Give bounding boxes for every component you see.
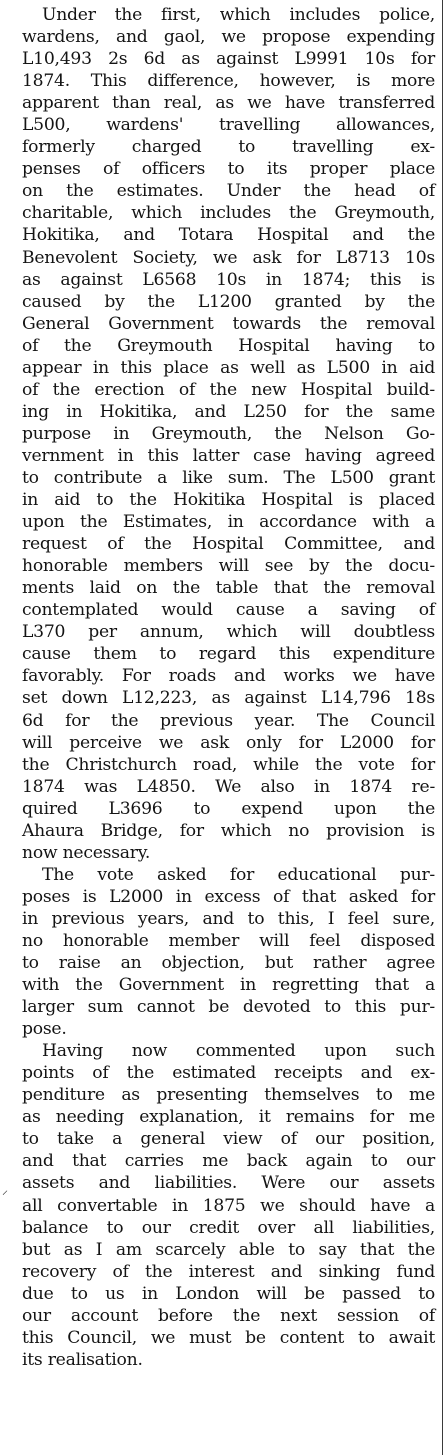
text-line: The vote asked for educational pur- [42,864,435,885]
text-line: L500, wardens' travelling allowances, [22,115,435,136]
text-line: wardens, and gaol, we propose expending [22,27,435,48]
text-line: with the Government in regretting that a [22,975,435,996]
text-line: 1874. This difference, however, is more [22,71,435,92]
text-line: contemplated would cause a saving of [22,600,435,621]
text-line: apparent than real, as we have transferred [22,93,435,114]
text-line: will perceive we ask only for L2000 for [22,732,435,753]
text-line: penses of officers to its proper place [22,159,435,180]
text-line: quired L3696 to expend upon the [22,798,435,819]
text-line: assets and liabilities. Were our assets [22,1173,435,1194]
text-line: L10,493 2s 6d as against L9991 10s for [22,49,435,70]
text-line: its realisation. [22,1349,143,1370]
text-line: vernment in this latter case having agreed [22,445,435,466]
text-line: all convertable in 1875 we should have a [22,1195,435,1216]
text-line: in aid to the Hokitika Hospital is placed [22,490,435,511]
text-line: to contribute a like sum. The L500 grant [22,467,435,488]
text-line: 6d for the previous year. The Council [22,710,435,731]
text-line: recovery of the interest and sinking fund [22,1261,435,1282]
text-line: set down L12,223, as against L14,796 18s [22,688,435,709]
text-line: to take a general view of our position, [22,1129,435,1150]
text-line: balance to our credit over all liabilities, [22,1217,435,1238]
text-line: ing in Hokitika, and L250 for the same [22,401,435,422]
margin-tick-mark: ⸝ [2,1183,9,1197]
text-line: in previous years, and to this, I feel sure, [22,908,435,929]
text-line: ments laid on the table that the removal [22,578,435,599]
text-line: purpose in Greymouth, the Nelson Go- [22,423,435,444]
text-line: larger sum cannot be devoted to this pur- [22,997,435,1018]
text-line: due to us in London will be passed to [22,1283,435,1304]
text-line: Benevolent Society, we ask for L8713 10s [22,247,435,268]
text-line: pose. [22,1019,67,1040]
paragraph-assets-liabilities [22,1040,435,1371]
text-line: cause them to regard this expenditure [22,644,435,665]
text-line: Ahaura Bridge, for which no provision is [22,820,435,841]
text-line: to raise an objection, but rather agree [22,953,435,974]
text-line: now necessary. [22,842,151,863]
text-line: of the erection of the new Hospital build- [22,379,435,400]
text-line: L370 per annum, which will doubtless [22,622,435,643]
text-line: our account before the next session of [22,1305,435,1326]
text-line: as needing explanation, it remains for me [22,1107,435,1128]
text-line: as against L6568 10s in 1874; this is [22,269,435,290]
paragraph-police-charitable-roads [22,4,435,864]
text-line: honorable members will see by the docu- [22,556,435,577]
paragraph-education-vote [22,864,435,1040]
column-rule [442,0,444,1455]
text-line: caused by the L1200 granted by the [22,291,435,312]
text-line: this Council, we must be content to await [22,1327,435,1348]
text-line: of the Greymouth Hospital having to [22,335,435,356]
text-line: request of the Hospital Committee, and [22,534,435,555]
text-line: Under the first, which includes police, [42,5,435,25]
text-line: the Christchurch road, while the vote for [22,754,435,775]
text-line: favorably. For roads and works we have [22,666,435,687]
text-line: poses is L2000 in excess of that asked for [22,886,435,907]
text-line: Having now commented upon such [42,1041,435,1062]
text-line: appear in this place as well as L500 in aid [22,357,435,378]
text-line: 1874 was L4850. We also in 1874 re- [22,776,435,797]
text-line: formerly charged to travelling ex- [22,137,435,158]
text-line: penditure as presenting themselves to me [22,1085,435,1106]
text-line: charitable, which includes the Greymouth, [22,203,435,224]
text-line: General Government towards the removal [22,313,435,334]
text-line: upon the Estimates, in accordance with a [22,512,435,533]
text-line: Hokitika, and Totara Hospital and the [22,225,435,246]
text-line: and that carries me back again to our [22,1151,435,1172]
text-line: but as I am scarcely able to say that the [22,1239,435,1260]
text-line: no honorable member will feel disposed [22,930,435,951]
text-line: points of the estimated receipts and ex- [22,1063,435,1084]
text-line: on the estimates. Under the head of [22,181,435,202]
